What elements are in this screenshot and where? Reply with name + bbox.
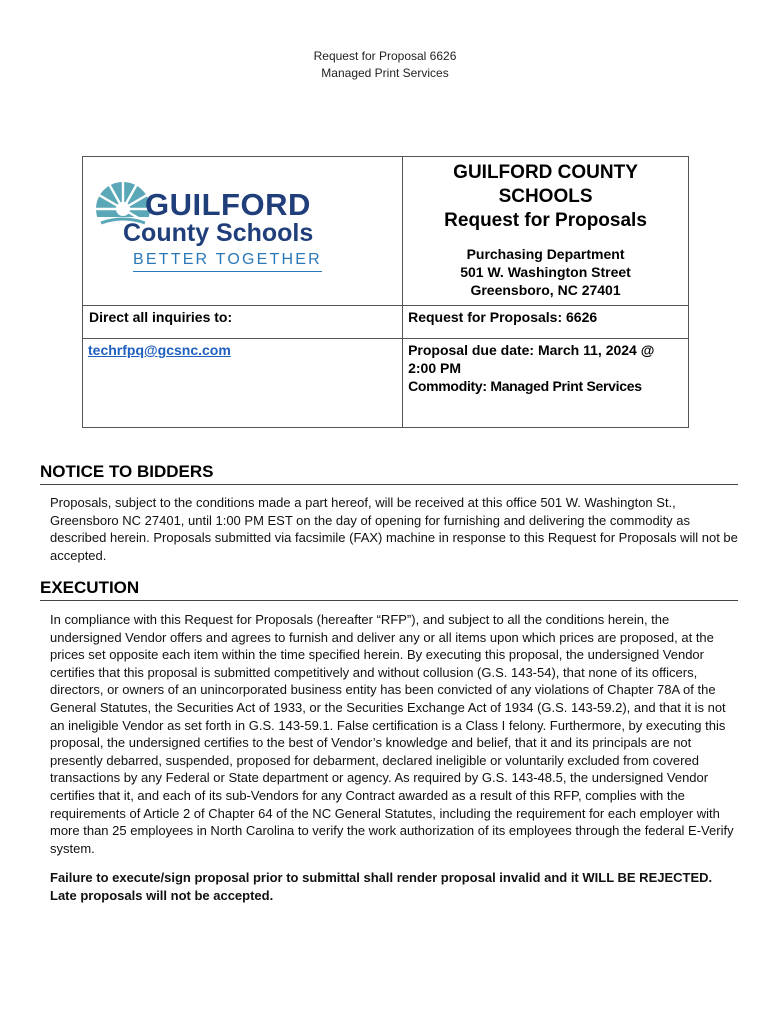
org-title-line1: GUILFORD COUNTY: [453, 162, 638, 183]
page-header: [0, 48, 770, 82]
notice-heading: NOTICE TO BIDDERS: [40, 462, 214, 481]
contact-email-link[interactable]: techrfpq@gcsnc.com: [88, 342, 231, 358]
department-street: 501 W. Washington Street: [460, 264, 631, 280]
header-service-line: Managed Print Services: [321, 66, 449, 80]
district-logo: [89, 159, 347, 277]
title-cell: [403, 157, 689, 306]
due-date-cell: [403, 339, 689, 428]
email-cell: [83, 339, 403, 428]
due-date-line2: 2:00 PM: [408, 360, 461, 376]
logo-cell: [83, 157, 403, 325]
rfp-info-table: [82, 156, 689, 428]
department-name: Purchasing Department: [466, 246, 625, 262]
execution-body: In compliance with this Request for Proposals (hereafter “RFP”), and subject to all the conditions herein, the undersigned Vendor offers and agrees to furnish and deliver any or all items upon which prices are proposed, at the prices set opposite each item within the time specified herein. By executing this proposal, the undersigned Vendor certifies that this proposal is submitted competitively and without collusion (G.S. 143-54), that none of its officers, directors, or owners of an unincorporated business entity has been convicted of any violations of Chapter 78A of the General Statutes, the Securities Act of 1933, or the Securities Exchange Act of 1934 (G.S. 143-59.2), and that it is not an ineligible Vendor as set forth in G.S. 143-59.1. False certification is a Class I felony. Furthermore, by executing this proposal, the undersigned certifies to the best of Vendor’s knowledge and belief, that it and its principals are not presently debarred, suspended, proposed for debarment, declared ineligible or voluntarily excluded from covered transactions by any Federal or State department or agency. As required by G.S. 143-48.5, the undersigned Vendor certifies that it, and each of its sub-Vendors for any Contract awarded as a result of this RFP, complies with the requirements of Article 2 of Chapter 64 of the NC General Statutes, including the requirement for each employer with more than 25 employees in North Carolina to verify the work authorization of its employees through the federal E-Verify system.: [50, 612, 734, 856]
inquiries-label: Direct all inquiries to:: [89, 309, 233, 325]
rfp-number-cell: [403, 306, 689, 339]
execution-heading: EXECUTION: [40, 578, 140, 597]
rfp-number: Request for Proposals: 6626: [408, 309, 598, 325]
notice-body: Proposals, subject to the conditions made a part hereof, will be received at this office 501 W. Washington St., Greensboro NC 27401, until 1:00 PM EST on the day of opening for furnishing and delivering the commodity as described herein. Proposals submitted via facsimile (FAX) machine in response to this Request for Proposals will not be accepted.: [50, 495, 738, 563]
logo-word-county-schools: County Schools: [123, 219, 314, 247]
logo-word-guilford: GUILFORD: [145, 187, 311, 222]
notice-divider: [40, 484, 738, 485]
execution-divider: [40, 600, 738, 601]
rfp-title: Request for Proposals: [444, 210, 647, 231]
org-title-line2: SCHOOLS: [498, 186, 593, 207]
commodity: Commodity: Managed Print Services: [408, 378, 642, 394]
department-city: Greensboro, NC 27401: [470, 282, 621, 298]
due-date-line1: Proposal due date: March 11, 2024 @: [408, 342, 655, 358]
header-rfp-line: Request for Proposal 6626: [313, 49, 457, 63]
rejection-warning: Failure to execute/sign proposal prior to submittal shall render proposal invalid and it WILL BE REJECTED. Late proposals will not be accepted.: [50, 870, 713, 903]
logo-tagline: BETTER TOGETHER: [133, 251, 322, 272]
